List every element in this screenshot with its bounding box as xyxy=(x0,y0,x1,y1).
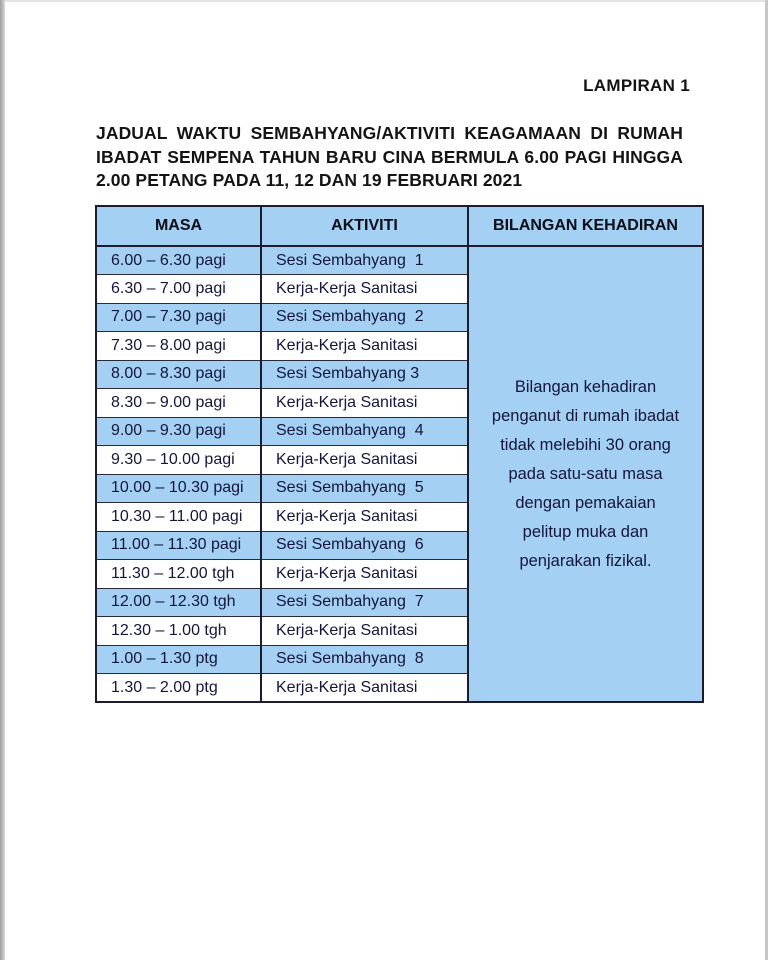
aktiviti-cell: Sesi Sembahyang 7 xyxy=(261,588,468,617)
header-bilangan-kehadiran: BILANGAN KEHADIRAN xyxy=(468,206,703,246)
masa-cell: 11.00 – 11.30 pagi xyxy=(96,531,261,560)
aktiviti-cell: Kerja-Kerja Sanitasi xyxy=(261,503,468,532)
masa-cell: 6.30 – 7.00 pagi xyxy=(96,275,261,304)
aktiviti-cell: Sesi Sembahyang 8 xyxy=(261,645,468,674)
schedule-tbody xyxy=(96,246,703,702)
aktiviti-cell: Kerja-Kerja Sanitasi xyxy=(261,560,468,589)
masa-cell: 7.00 – 7.30 pagi xyxy=(96,303,261,332)
table-header-row xyxy=(96,206,703,246)
aktiviti-cell: Sesi Sembahyang 4 xyxy=(261,417,468,446)
masa-cell: 10.00 – 10.30 pagi xyxy=(96,474,261,503)
note-line: penjarakan fizikal. xyxy=(519,551,652,570)
masa-cell: 1.00 – 1.30 ptg xyxy=(96,645,261,674)
header-masa: MASA xyxy=(96,206,261,246)
schedule-table xyxy=(95,205,704,703)
masa-cell: 7.30 – 8.00 pagi xyxy=(96,332,261,361)
masa-cell: 9.30 – 10.00 pagi xyxy=(96,446,261,475)
masa-cell: 1.30 – 2.00 ptg xyxy=(96,674,261,703)
bilangan-kehadiran-note-cell xyxy=(468,246,703,702)
aktiviti-cell: Kerja-Kerja Sanitasi xyxy=(261,275,468,304)
note-line: pelitup muka dan xyxy=(522,522,649,541)
aktiviti-cell: Sesi Sembahyang 2 xyxy=(261,303,468,332)
note-line: dengan pemakaian xyxy=(515,493,656,512)
masa-cell: 12.30 – 1.00 tgh xyxy=(96,617,261,646)
document-title: JADUAL WAKTU SEMBAHYANG/AKTIVITI KEAGAMAAN DI RUMAH IBADAT SEMPENA TAHUN BARU CINA BERMULA 6.00 PAGI HINGGA 2.00 PETANG PADA 11, 12 DAN 19 FEBRUARI 2021 xyxy=(96,123,683,190)
masa-cell: 9.00 – 9.30 pagi xyxy=(96,417,261,446)
note-line: Bilangan kehadiran xyxy=(514,377,657,396)
aktiviti-cell: Sesi Sembahyang 5 xyxy=(261,474,468,503)
aktiviti-cell: Sesi Sembahyang 3 xyxy=(261,360,468,389)
note-line: pada satu-satu masa xyxy=(508,464,663,483)
aktiviti-cell: Kerja-Kerja Sanitasi xyxy=(261,617,468,646)
note-line: tidak melebihi 30 orang xyxy=(500,435,671,454)
aktiviti-cell: Kerja-Kerja Sanitasi xyxy=(261,674,468,703)
masa-cell: 8.30 – 9.00 pagi xyxy=(96,389,261,418)
aktiviti-cell: Kerja-Kerja Sanitasi xyxy=(261,446,468,475)
lampiran-label: LAMPIRAN 1 xyxy=(583,76,690,95)
header-aktiviti: AKTIVITI xyxy=(261,206,468,246)
photo-edge-top xyxy=(0,0,768,2)
masa-cell: 6.00 – 6.30 pagi xyxy=(96,246,261,275)
masa-cell: 8.00 – 8.30 pagi xyxy=(96,360,261,389)
note-line: penganut di rumah ibadat xyxy=(491,406,680,425)
masa-cell: 10.30 – 11.00 pagi xyxy=(96,503,261,532)
aktiviti-cell: Kerja-Kerja Sanitasi xyxy=(261,389,468,418)
aktiviti-cell: Sesi Sembahyang 6 xyxy=(261,531,468,560)
aktiviti-cell: Kerja-Kerja Sanitasi xyxy=(261,332,468,361)
aktiviti-cell: Sesi Sembahyang 1 xyxy=(261,246,468,275)
masa-cell: 11.30 – 12.00 tgh xyxy=(96,560,261,589)
table-row xyxy=(96,246,703,275)
photo-edge-left xyxy=(0,0,5,960)
masa-cell: 12.00 – 12.30 tgh xyxy=(96,588,261,617)
